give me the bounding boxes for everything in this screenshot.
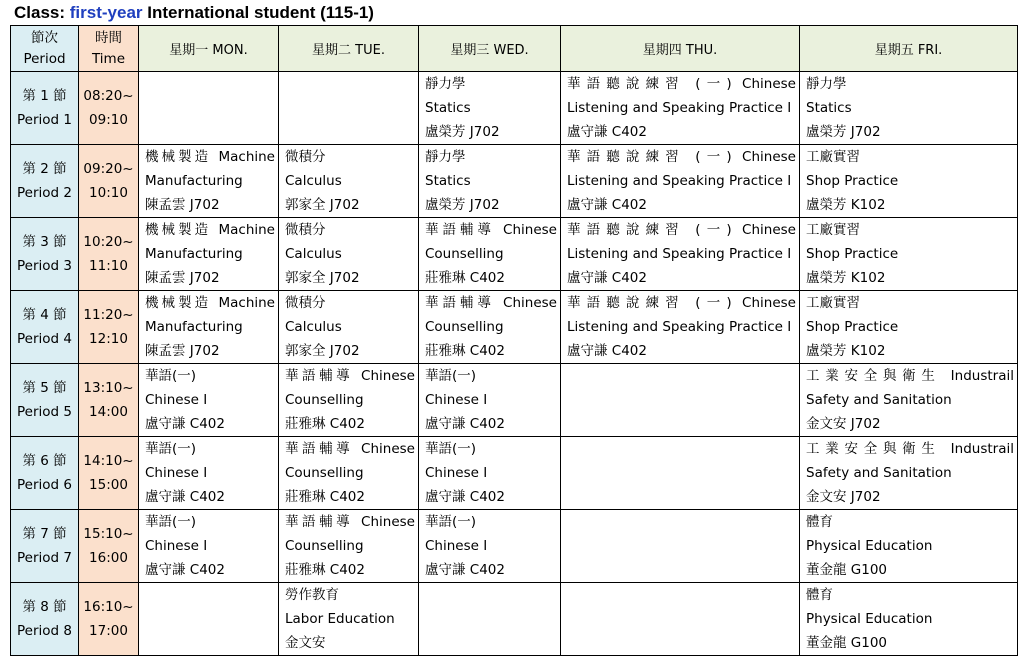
course-instructor-room: 陳孟雲 J702 [145, 197, 220, 213]
course-cell [139, 364, 279, 437]
time-header-cn: 時間 [95, 29, 122, 46]
day-header-tue: 星期二 TUE. [279, 26, 419, 72]
course-title: 華語(一) [145, 368, 197, 384]
course-title: 華語(一) [145, 441, 197, 457]
course-english-name: Physical Education [806, 538, 933, 554]
time-start: 13:10~ [83, 380, 134, 396]
course-instructor-room: 盧榮芳 K102 [806, 270, 886, 286]
course-title: 機械製造 Machine [145, 149, 275, 165]
course-english-name: Manufacturing [145, 173, 243, 189]
course-instructor-room: 郭家全 J702 [285, 197, 360, 213]
period-cell [11, 583, 79, 656]
course-instructor-room: 金文安 J702 [806, 416, 881, 432]
course-english-name: Counselling [425, 319, 504, 335]
course-title: 工廠實習 [806, 222, 860, 238]
time-cell [79, 291, 139, 364]
page-title [14, 2, 374, 24]
time-cell [79, 218, 139, 291]
period-row [11, 510, 1018, 583]
timetable [10, 25, 1018, 656]
time-end: 15:00 [89, 477, 128, 493]
course-title: 華語聽說練習 (一) Chinese [567, 149, 796, 165]
course-instructor-room: 莊雅琳 C402 [425, 270, 505, 286]
course-cell [800, 291, 1018, 364]
period-row [11, 291, 1018, 364]
course-english-name: Statics [806, 100, 852, 116]
course-cell [800, 145, 1018, 218]
course-cell [279, 291, 419, 364]
course-cell [800, 364, 1018, 437]
course-english-name: Labor Education [285, 611, 395, 627]
course-instructor-room: 金文安 [285, 635, 326, 651]
course-english-name: Counselling [425, 246, 504, 262]
course-cell [279, 218, 419, 291]
course-cell [139, 291, 279, 364]
course-instructor-room: 董金龍 G100 [806, 635, 888, 651]
course-cell [561, 510, 800, 583]
class-label: Class: [14, 3, 66, 22]
course-instructor-room: 盧守謙 C402 [425, 562, 505, 578]
course-title: 華語(一) [425, 441, 477, 457]
course-title: 華語(一) [425, 514, 477, 530]
course-instructor-room: 盧守謙 C402 [145, 562, 225, 578]
course-instructor-room: 盧守謙 C402 [425, 416, 505, 432]
course-instructor-room: 盧榮芳 J702 [806, 124, 881, 140]
course-title: 華語輔導 Chinese [285, 368, 415, 384]
course-title: 華語聽說練習 (一) Chinese [567, 295, 796, 311]
period-row [11, 583, 1018, 656]
course-english-name: Counselling [285, 465, 364, 481]
time-start: 11:20~ [83, 307, 134, 323]
period-row [11, 72, 1018, 145]
course-english-name: Listening and Speaking Practice I [567, 319, 792, 335]
course-english-name: Counselling [285, 538, 364, 554]
course-title: 機械製造 Machine [145, 295, 275, 311]
course-cell [419, 291, 561, 364]
course-english-name: Listening and Speaking Practice I [567, 246, 792, 262]
course-cell [419, 145, 561, 218]
course-cell [561, 437, 800, 510]
course-cell [419, 510, 561, 583]
time-cell [79, 510, 139, 583]
period-cell [11, 437, 79, 510]
course-title: 勞作教育 [285, 587, 339, 603]
course-english-name: Shop Practice [806, 173, 899, 189]
period-label-en: Period 8 [17, 623, 72, 639]
course-cell [561, 583, 800, 656]
course-cell [139, 218, 279, 291]
course-title: 工廠實習 [806, 295, 860, 311]
course-instructor-room: 盧守謙 C402 [145, 489, 225, 505]
course-cell [800, 583, 1018, 656]
course-english-name: Shop Practice [806, 319, 899, 335]
course-english-name: Chinese I [145, 465, 208, 481]
period-row [11, 145, 1018, 218]
course-cell [561, 218, 800, 291]
course-instructor-room: 盧守謙 C402 [567, 343, 647, 359]
course-cell [139, 583, 279, 656]
period-header-en: Period [23, 50, 66, 67]
time-start: 08:20~ [83, 88, 134, 104]
course-english-name: Manufacturing [145, 319, 243, 335]
header-row [11, 26, 1018, 72]
course-cell [139, 510, 279, 583]
course-title: 華語(一) [145, 514, 197, 530]
time-end: 16:00 [89, 550, 128, 566]
period-row [11, 437, 1018, 510]
course-instructor-room: 盧守謙 C402 [567, 270, 647, 286]
course-title: 工廠實習 [806, 149, 860, 165]
course-instructor-room: 陳孟雲 J702 [145, 343, 220, 359]
course-english-name: Counselling [285, 392, 364, 408]
course-cell [561, 72, 800, 145]
course-title: 靜力學 [425, 149, 466, 165]
period-row [11, 364, 1018, 437]
course-instructor-room: 盧榮芳 J702 [425, 124, 500, 140]
course-instructor-room: 莊雅琳 C402 [425, 343, 505, 359]
course-english-name: Listening and Speaking Practice I [567, 173, 792, 189]
time-start: 14:10~ [83, 453, 134, 469]
time-header-en: Time [91, 50, 126, 67]
period-cell [11, 364, 79, 437]
course-cell [419, 583, 561, 656]
course-title: 靜力學 [806, 76, 847, 92]
course-title: 工業安全與衛生 Industrail [806, 368, 1014, 384]
course-instructor-room: 金文安 J702 [806, 489, 881, 505]
course-cell [139, 437, 279, 510]
time-cell [79, 437, 139, 510]
time-end: 09:10 [89, 112, 128, 128]
time-start: 10:20~ [83, 234, 134, 250]
course-cell [561, 291, 800, 364]
period-label-cn: 第 1 節 [22, 88, 67, 104]
course-title: 工業安全與衛生 Industrail [806, 441, 1014, 457]
course-title: 華語輔導 Chinese [425, 295, 557, 311]
course-english-name: Chinese I [145, 392, 208, 408]
time-cell [79, 364, 139, 437]
course-instructor-room: 盧榮芳 K102 [806, 343, 886, 359]
period-label-cn: 第 4 節 [22, 307, 67, 323]
course-cell [561, 145, 800, 218]
period-label-en: Period 1 [17, 112, 72, 128]
course-title: 華語聽說練習 (一) Chinese [567, 222, 796, 238]
course-title: 微積分 [285, 295, 326, 311]
course-title: 體育 [806, 587, 833, 603]
day-header-thu: 星期四 THU. [561, 26, 800, 72]
course-cell [800, 72, 1018, 145]
period-row [11, 218, 1018, 291]
time-cell [79, 145, 139, 218]
course-cell [419, 218, 561, 291]
course-title: 華語輔導 Chinese [425, 222, 557, 238]
period-header-cn: 節次 [31, 29, 58, 46]
course-english-name: Calculus [285, 319, 342, 335]
time-end: 10:10 [89, 185, 128, 201]
course-cell [419, 364, 561, 437]
course-cell [419, 72, 561, 145]
course-english-name: Calculus [285, 246, 342, 262]
course-cell [419, 437, 561, 510]
class-group: International student (115-1) [147, 3, 374, 22]
time-end: 11:10 [89, 258, 128, 274]
course-cell [800, 437, 1018, 510]
course-instructor-room: 盧守謙 C402 [567, 124, 647, 140]
period-label-en: Period 2 [17, 185, 72, 201]
period-cell [11, 510, 79, 583]
course-instructor-room: 盧守謙 C402 [567, 197, 647, 213]
course-english-name: Safety and Sanitation [806, 392, 952, 408]
course-english-name: Listening and Speaking Practice I [567, 100, 792, 116]
period-label-cn: 第 6 節 [22, 453, 67, 469]
course-title: 華語聽說練習 (一) Chinese [567, 76, 796, 92]
course-instructor-room: 莊雅琳 C402 [285, 489, 365, 505]
course-title: 微積分 [285, 149, 326, 165]
day-header-fri: 星期五 FRI. [800, 26, 1018, 72]
time-start: 09:20~ [83, 161, 134, 177]
course-title: 華語(一) [425, 368, 477, 384]
timetable-body [11, 72, 1018, 656]
course-cell [279, 72, 419, 145]
period-label-en: Period 4 [17, 331, 72, 347]
course-english-name: Manufacturing [145, 246, 243, 262]
period-label-cn: 第 8 節 [22, 599, 67, 615]
course-english-name: Statics [425, 100, 471, 116]
course-english-name: Physical Education [806, 611, 933, 627]
course-instructor-room: 莊雅琳 C402 [285, 562, 365, 578]
course-title: 靜力學 [425, 76, 466, 92]
course-english-name: Shop Practice [806, 246, 899, 262]
course-english-name: Chinese I [145, 538, 208, 554]
course-cell [800, 218, 1018, 291]
course-instructor-room: 盧榮芳 J702 [425, 197, 500, 213]
course-title: 機械製造 Machine [145, 222, 275, 238]
day-header-mon: 星期一 MON. [139, 26, 279, 72]
course-instructor-room: 陳孟雲 J702 [145, 270, 220, 286]
time-cell [79, 72, 139, 145]
course-cell [279, 510, 419, 583]
course-english-name: Chinese I [425, 465, 488, 481]
course-title: 體育 [806, 514, 833, 530]
course-title: 華語輔導 Chinese [285, 441, 415, 457]
period-cell [11, 218, 79, 291]
course-english-name: Calculus [285, 173, 342, 189]
class-level: first-year [69, 3, 143, 22]
period-cell [11, 291, 79, 364]
course-instructor-room: 盧榮芳 K102 [806, 197, 886, 213]
time-header [79, 26, 139, 72]
time-start: 16:10~ [83, 599, 134, 615]
course-instructor-room: 董金龍 G100 [806, 562, 888, 578]
course-instructor-room: 郭家全 J702 [285, 270, 360, 286]
period-label-cn: 第 3 節 [22, 234, 67, 250]
course-cell [279, 145, 419, 218]
period-label-en: Period 6 [17, 477, 72, 493]
time-end: 17:00 [89, 623, 128, 639]
course-english-name: Statics [425, 173, 471, 189]
course-title: 微積分 [285, 222, 326, 238]
period-cell [11, 72, 79, 145]
time-cell [79, 583, 139, 656]
period-label-en: Period 3 [17, 258, 72, 274]
course-english-name: Chinese I [425, 392, 488, 408]
course-english-name: Safety and Sanitation [806, 465, 952, 481]
course-cell [139, 72, 279, 145]
period-label-cn: 第 2 節 [22, 161, 67, 177]
time-end: 12:10 [89, 331, 128, 347]
course-english-name: Chinese I [425, 538, 488, 554]
period-label-en: Period 5 [17, 404, 72, 420]
time-start: 15:10~ [83, 526, 134, 542]
day-header-wed: 星期三 WED. [419, 26, 561, 72]
course-instructor-room: 盧守謙 C402 [425, 489, 505, 505]
course-instructor-room: 盧守謙 C402 [145, 416, 225, 432]
course-cell [279, 364, 419, 437]
course-instructor-room: 莊雅琳 C402 [285, 416, 365, 432]
course-instructor-room: 郭家全 J702 [285, 343, 360, 359]
period-header [11, 26, 79, 72]
period-label-cn: 第 7 節 [22, 526, 67, 542]
course-cell [279, 437, 419, 510]
course-cell [561, 364, 800, 437]
period-label-en: Period 7 [17, 550, 72, 566]
course-cell [800, 510, 1018, 583]
course-title: 華語輔導 Chinese [285, 514, 415, 530]
period-cell [11, 145, 79, 218]
time-end: 14:00 [89, 404, 128, 420]
course-cell [279, 583, 419, 656]
course-cell [139, 145, 279, 218]
period-label-cn: 第 5 節 [22, 380, 67, 396]
